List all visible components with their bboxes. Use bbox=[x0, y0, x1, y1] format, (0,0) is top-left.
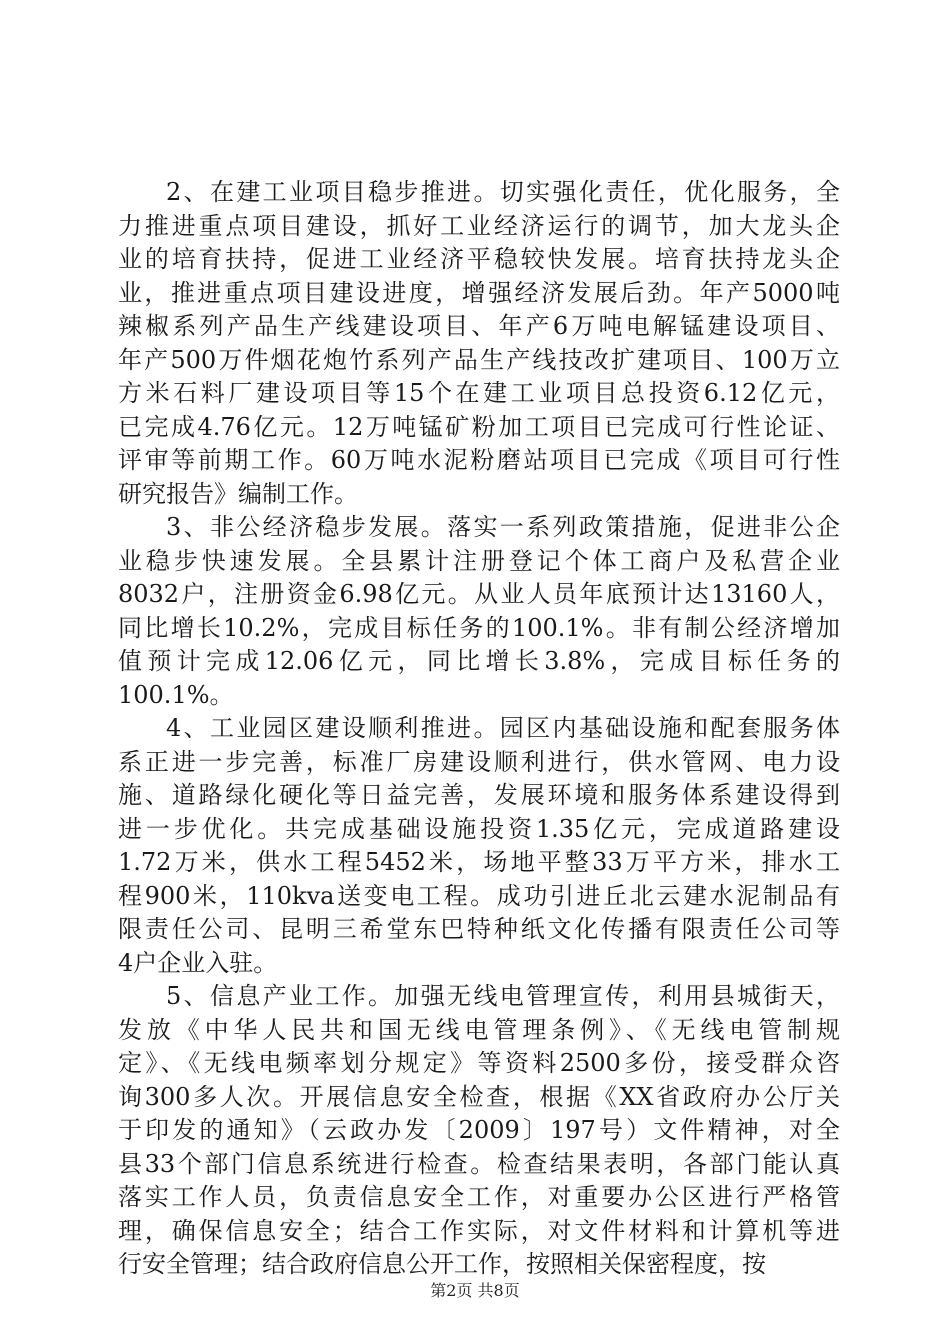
text-line: 限责任公司、昆明三希堂东巴特种纸文化传播有限责任公司等 bbox=[118, 915, 840, 943]
text-line: 同比增长10.2%，完成目标任务的100.1%。非有制公经济增加 bbox=[118, 613, 840, 642]
text-line: 落实工作人员，负责信息安全工作，对重要办公区进行严格管 bbox=[118, 1183, 840, 1211]
paragraph bbox=[118, 980, 840, 1282]
text-line: 县33个部门信息系统进行检查。检查结果表明，各部门能认真 bbox=[118, 1149, 840, 1178]
paragraph bbox=[118, 511, 840, 712]
text-line: 4户企业入驻。 bbox=[118, 948, 278, 977]
text-line: 于印发的通知》（云政办发〔2009〕197号）文件精神，对全 bbox=[118, 1116, 840, 1144]
text-line: 行安全管理；结合政府信息公开工作，按照相关保密程度，按 bbox=[118, 1250, 766, 1278]
text-line: 4、工业园区建设顺利推进。园区内基础设施和配套服务体 bbox=[166, 714, 840, 742]
text-line: 进一步优化。共完成基础设施投资1.35亿元，完成道路建设 bbox=[118, 814, 840, 843]
text-line: 2、在建工业项目稳步推进。切实强化责任，优化服务，全 bbox=[166, 178, 840, 206]
text-line: 理，确保信息安全；结合工作实际，对文件材料和计算机等进 bbox=[118, 1216, 840, 1245]
page-footer: 第2页 共8页 bbox=[430, 1281, 520, 1300]
text-line: 8032户，注册资金6.98亿元。从业人员年底预计达13160人， bbox=[118, 580, 840, 608]
text-line: 系正进一步完善，标准厂房建设顺利进行，供水管网、电力设 bbox=[118, 747, 840, 776]
text-line: 施、道路绿化硬化等日益完善，发展环境和服务体系建设得到 bbox=[118, 781, 840, 809]
text-line: 程900米，110kva送变电工程。成功引进丘北云建水泥制品有 bbox=[118, 881, 840, 910]
text-line: 询300多人次。开展信息安全检查，根据《XX省政府办公厅关 bbox=[118, 1082, 840, 1111]
text-line: 值预计完成12.06亿元，同比增长3.8%，完成目标任务的 bbox=[118, 647, 840, 675]
paragraph bbox=[118, 712, 840, 980]
text-line: 3、非公经济稳步发展。落实一系列政策措施，促进非公企 bbox=[166, 513, 840, 541]
text-line: 评审等前期工作。60万吨水泥粉磨站项目已完成《项目可行性 bbox=[118, 446, 840, 474]
text-line: 业的培育扶持，促进工业经济平稳较快发展。培育扶持龙头企 bbox=[118, 245, 840, 273]
text-line: 业稳步快速发展。全县累计注册登记个体工商户及私营企业 bbox=[118, 546, 840, 575]
text-line: 定》、《无线电频率划分规定》等资料2500多份，接受群众咨 bbox=[118, 1049, 840, 1077]
text-line: 力推进重点项目建设，抓好工业经济运行的调节，加大龙头企 bbox=[118, 211, 840, 240]
paragraph bbox=[118, 176, 840, 511]
document-body bbox=[118, 176, 840, 1282]
text-line: 年产500万件烟花炮竹系列产品生产线技改扩建项目、100万立 bbox=[118, 345, 840, 374]
text-line: 辣椒系列产品生产线建设项目、年产6万吨电解锰建设项目、 bbox=[118, 312, 840, 340]
text-line: 100.1%。 bbox=[118, 680, 234, 709]
text-line: 研究报告》编制工作。 bbox=[118, 479, 358, 508]
text-line: 已完成4.76亿元。12万吨锰矿粉加工项目已完成可行性论证、 bbox=[118, 412, 840, 441]
text-line: 5、信息产业工作。加强无线电管理宣传，利用县城街天， bbox=[166, 982, 840, 1010]
text-line: 1.72万米，供水工程5452米，场地平整33万平方米，排水工 bbox=[118, 848, 840, 876]
text-line: 方米石料厂建设项目等15个在建工业项目总投资6.12亿元， bbox=[118, 379, 840, 407]
text-line: 发放《中华人民共和国无线电管理条例》、《无线电管制规 bbox=[118, 1015, 840, 1044]
text-line: 业，推进重点项目建设进度，增强经济发展后劲。年产5000吨 bbox=[118, 278, 840, 307]
